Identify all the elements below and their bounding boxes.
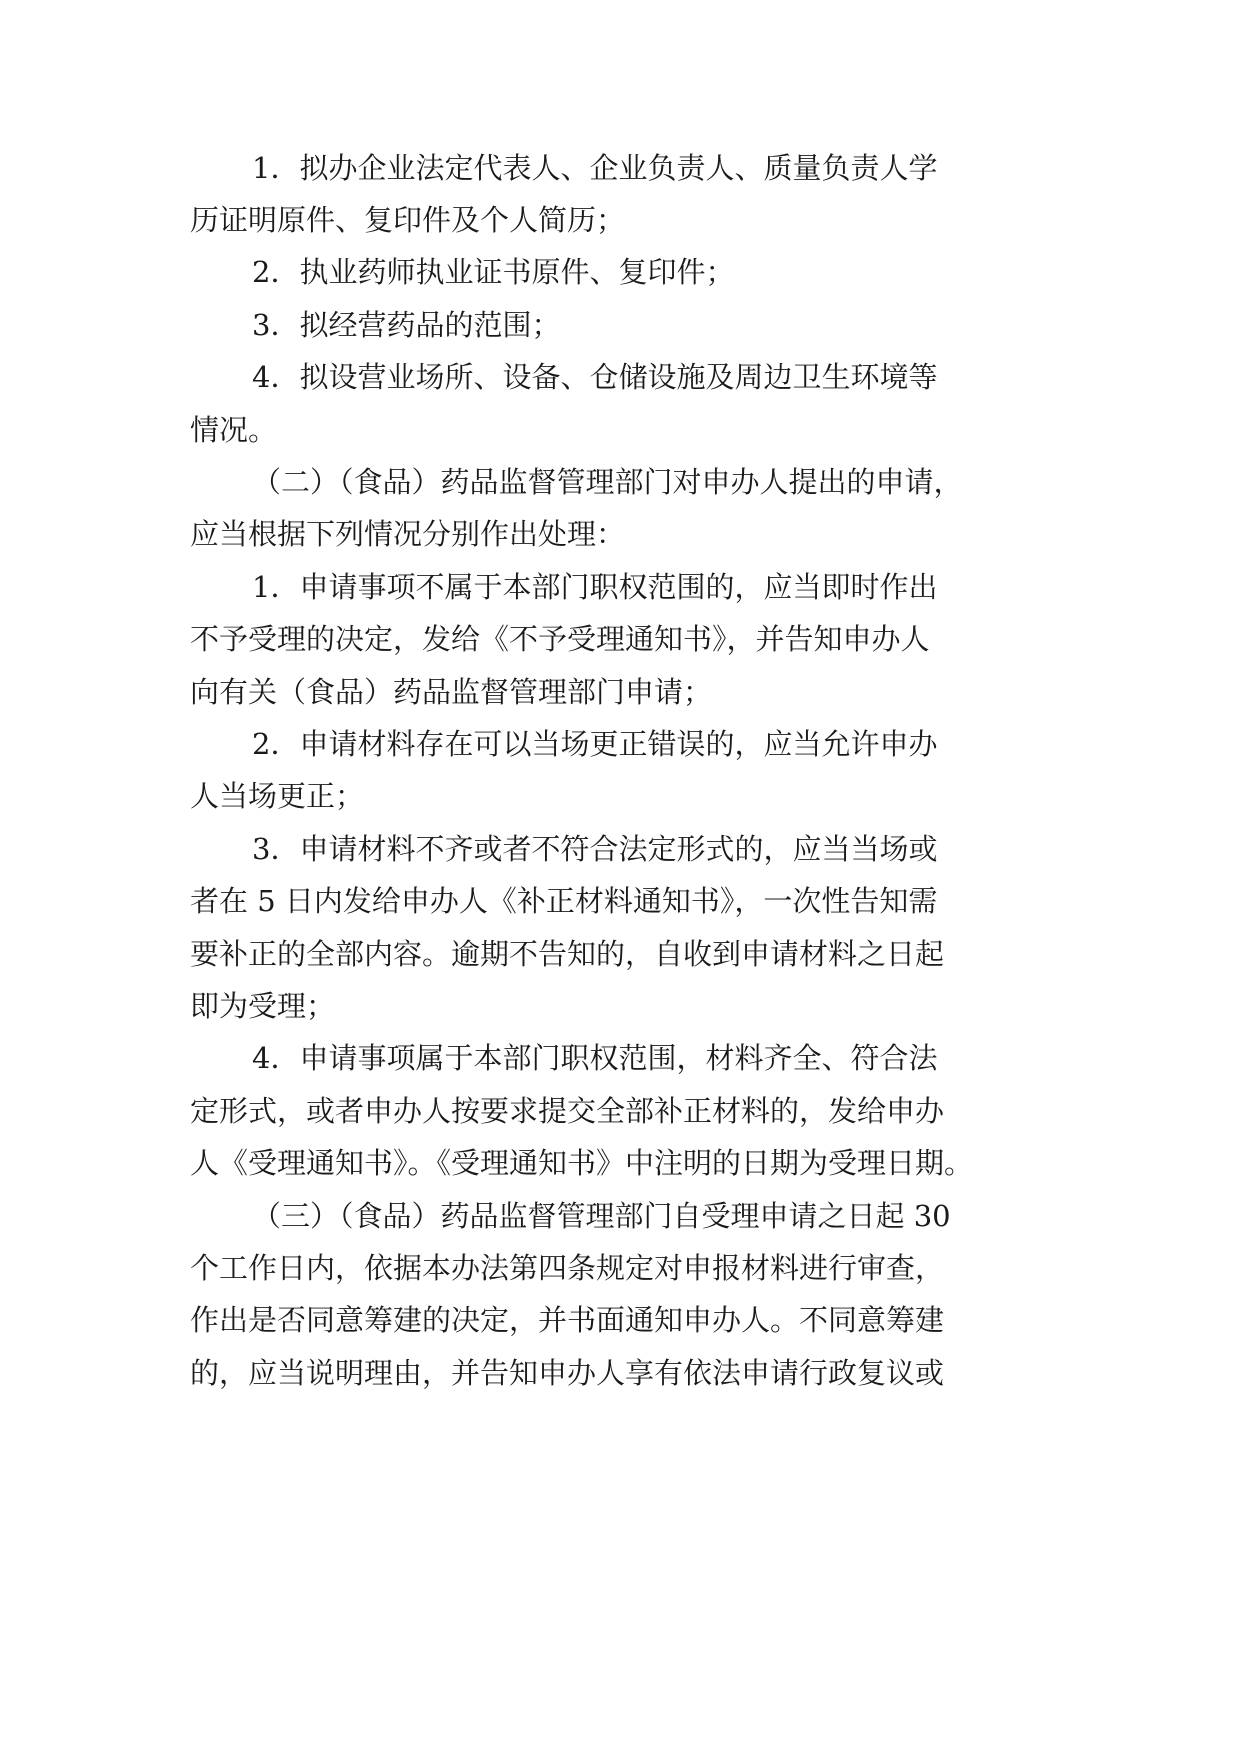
text-line: 历证明原件、复印件及个人简历； (190, 203, 626, 237)
text-line: 3．申请材料不齐或者不符合法定形式的，应当当场或 (252, 832, 938, 866)
text-line: （三）（食品）药品监督管理部门自受理申请之日起 30 (252, 1199, 951, 1233)
text-line: 1．申请事项不属于本部门职权范围的，应当即时作出 (252, 570, 938, 604)
text-line: 人当场更正； (190, 779, 365, 813)
text-line: 的，应当说明理由，并告知申办人享有依法申请行政复议或 (190, 1356, 945, 1390)
text-line: 人《受理通知书》。《受理通知书》中注明的日期为受理日期。 (190, 1146, 974, 1180)
text-line: 作出是否同意筹建的决定，并书面通知申办人。不同意筹建 (190, 1303, 945, 1337)
text-line: 即为受理； (190, 989, 336, 1023)
text-line: 4．申请事项属于本部门职权范围，材料齐全、符合法 (252, 1041, 938, 1075)
text-line: 情况。 (190, 413, 278, 447)
text-line: （二）（食品）药品监督管理部门对申办人提出的申请， (252, 465, 963, 499)
text-line: 定形式，或者申办人按要求提交全部补正材料的，发给申办 (190, 1094, 945, 1128)
text-line: 向有关（食品）药品监督管理部门申请； (190, 675, 713, 709)
text-line: 1．拟办企业法定代表人、企业负责人、质量负责人学 (252, 151, 938, 185)
text-line: 个工作日内，依据本办法第四条规定对申报材料进行审查， (190, 1251, 945, 1285)
text-line: 不予受理的决定，发给《不予受理通知书》，并告知申办人 (190, 622, 930, 656)
text-line: 应当根据下列情况分别作出处理： (190, 517, 626, 551)
text-line: 2．执业药师执业证书原件、复印件； (252, 255, 735, 289)
text-line: 3．拟经营药品的范围； (252, 308, 561, 342)
text-line: 4．拟设营业场所、设备、仓储设施及周边卫生环境等 (252, 360, 938, 394)
text-line: 者在 5 日内发给申办人《补正材料通知书》，一次性告知需 (190, 884, 938, 918)
text-line: 2．申请材料存在可以当场更正错误的，应当允许申办 (252, 727, 938, 761)
text-line: 要补正的全部内容。逾期不告知的，自收到申请材料之日起 (190, 937, 945, 971)
